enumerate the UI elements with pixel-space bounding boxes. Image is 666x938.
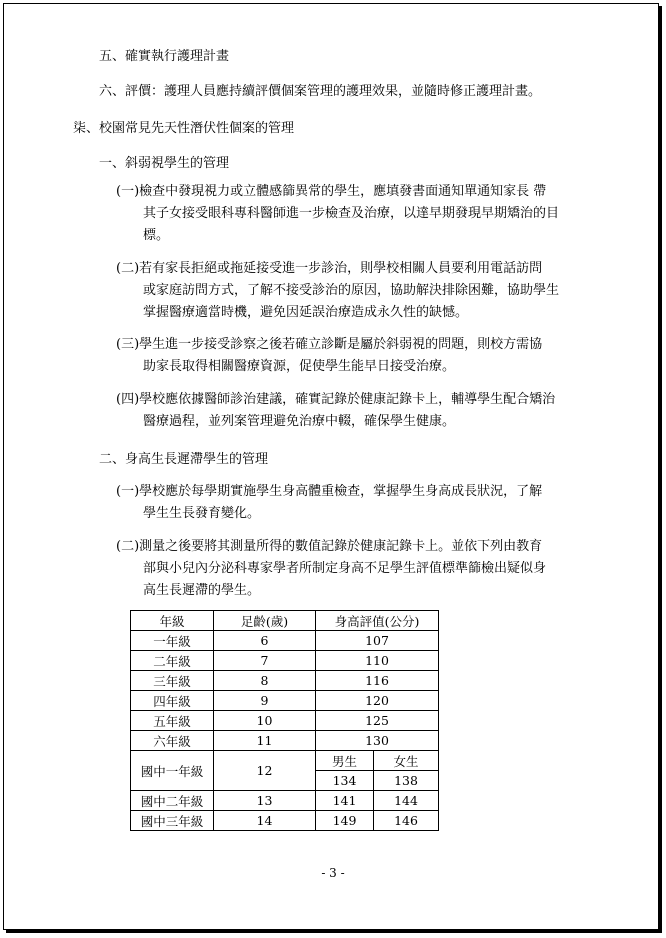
age-cell: 6 (214, 631, 316, 651)
girl-height-cell: 144 (374, 791, 439, 811)
boy-height-cell: 149 (316, 811, 374, 831)
paragraph-2-2: (二)測量之後要將其測量所得的數值記錄於健康記錄卡上。並依下列由教育 部與小兒內分泌科專家學者所制定身高不足學生評值標準篩檢出疑似身 高生長遲滯的學生。 (116, 539, 547, 598)
grade-cell: 國中三年級 (131, 811, 214, 831)
table-row (131, 751, 439, 771)
table-row (131, 671, 439, 691)
section-6-evaluation: 六、評價：護理人員應持續評價個案管理的護理效果，並隨時修正護理計畫。 (99, 84, 542, 99)
table-header-row (131, 611, 439, 631)
height-cell: 125 (316, 711, 439, 731)
age-cell: 10 (214, 711, 316, 731)
table-row (131, 631, 439, 651)
age-cell: 14 (214, 811, 316, 831)
header-grade: 年級 (131, 611, 214, 631)
grade-cell: 國中二年級 (131, 791, 214, 811)
table-row (131, 811, 439, 831)
girl-height-cell: 146 (374, 811, 439, 831)
grade-cell: 國中一年級 (131, 751, 214, 791)
header-age: 足齡(歲) (214, 611, 316, 631)
grade-cell: 三年級 (131, 671, 214, 691)
age-cell: 8 (214, 671, 316, 691)
paragraph-1-1: (一)檢查中發現視力或立體感篩異常的學生，應填發書面通知單通知家長 帶 其子女接受眼科專科醫師進一步檢查及治療，以達早期發現早期矯治的目 標。 (116, 184, 560, 243)
paragraph-1-3: (三)學生進一步接受診察之後若確立診斷是屬於斜弱視的問題，則校方需協 助家長取得相關醫療資源，促使學生能早日接受治療。 (116, 337, 543, 374)
table-row (131, 691, 439, 711)
height-cell: 116 (316, 671, 439, 691)
height-cell: 107 (316, 631, 439, 651)
age-cell: 12 (214, 751, 316, 791)
table-row (131, 791, 439, 811)
grade-cell: 四年級 (131, 691, 214, 711)
table-row (131, 731, 439, 751)
paragraph-2-1: (一)學校應於每學期實施學生身高體重檢查，掌握學生身高成長狀況，了解 學生生長發育變化。 (116, 484, 543, 521)
age-cell: 11 (214, 731, 316, 751)
table-row (131, 711, 439, 731)
section-5-heading: 五、確實執行護理計畫 (99, 49, 230, 64)
girl-label: 女生 (374, 751, 439, 771)
height-standard-table (130, 610, 439, 831)
grade-cell: 一年級 (131, 631, 214, 651)
height-cell: 130 (316, 731, 439, 751)
height-cell: 110 (316, 651, 439, 671)
subsection-1-heading: 一、斜弱視學生的管理 (99, 156, 230, 171)
age-cell: 7 (214, 651, 316, 671)
paragraph-1-2: (二)若有家長拒絕或拖延接受進一步診治，則學校相關人員要利用電話訪問 或家庭訪問方式，了解不接受診治的原因，協助解決排除困難，協助學生 掌握醫療適當時機，避免因延誤治療造成永久性的缺憾。 (116, 261, 560, 320)
grade-cell: 六年級 (131, 731, 214, 751)
age-cell: 9 (214, 691, 316, 711)
grade-cell: 二年級 (131, 651, 214, 671)
header-height: 身高評值(公分) (316, 611, 439, 631)
height-cell: 120 (316, 691, 439, 711)
boy-height-cell: 134 (316, 771, 374, 791)
girl-height-cell: 138 (374, 771, 439, 791)
grade-cell: 五年級 (131, 711, 214, 731)
age-cell: 13 (214, 791, 316, 811)
subsection-2-heading: 二、身高生長遲滯學生的管理 (99, 452, 269, 467)
boy-height-cell: 141 (316, 791, 374, 811)
page-number: - 3 - (321, 866, 345, 880)
boy-label: 男生 (316, 751, 374, 771)
chapter-7-heading: 柒、校園常見先天性潛伏性個案的管理 (73, 121, 295, 136)
paragraph-1-4: (四)學校應依據醫師診治建議，確實記錄於健康記錄卡上，輔導學生配合矯治 醫療過程，並列案管理避免治療中輟，確保學生健康。 (116, 392, 556, 429)
table-row (131, 651, 439, 671)
